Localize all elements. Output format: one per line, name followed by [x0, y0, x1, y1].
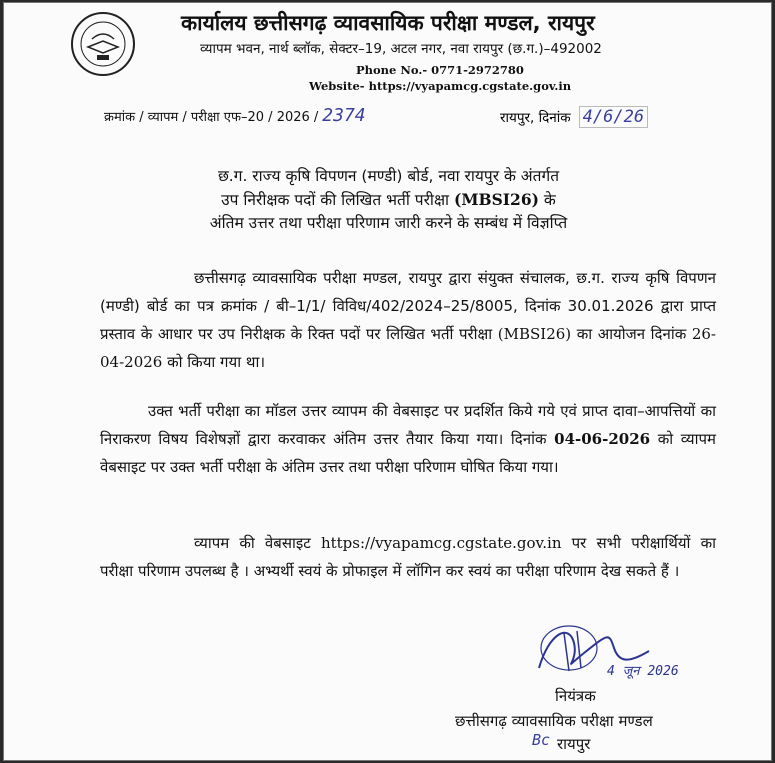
- signature-date: 4 जून 2026: [607, 664, 679, 679]
- signatory-designation: नियंत्रक: [555, 687, 596, 705]
- signature: [529, 613, 679, 685]
- paragraph-2: उक्त भर्ती परीक्षा का मॉडल उत्तर व्यापम की वेबसाइट पर प्रदर्शित किये गये एवं प्राप्त दावा–आपत्तियों का निराकरण विषय विशेषज्ञों द्वारा करवाकर अंतिम उत्तर तैयार किया गया। दिनांक 04-06-2026 को व्यापम वेबसाइट पर उक्त भर्ती परीक्षा के अंतिम उत्तर तथा परीक्षा परिणाम घोषित किया गया।: [100, 402, 716, 476]
- handwritten-initials: Bc: [532, 731, 551, 749]
- paragraph-1: छत्तीसगढ़ व्यावसायिक परीक्षा मण्डल, रायपुर द्वारा संयुक्त संचालक, छ.ग. राज्य कृषि विपणन (मण्डी) बोर्ड का पत्र क्रमांक / बी–1/1/ विविध/402/2024–25/8005, दिनांक 30.01.2026 द्वारा प्राप्त प्रस्ताव के आधार पर उप निरीक्षक के रिक्त पदों पर लिखित भर्ती परीक्षा (MBSI26) का आयोजन दिनांक 26-04-2026 को किया गया था।: [100, 269, 716, 371]
- place-date: [500, 107, 648, 127]
- subject-line-1: छ.ग. राज्य कृषि विपणन (मण्डी) बोर्ड, नवा रायपुर के अंतर्गत: [217, 167, 560, 185]
- paragraph-3: व्यापम की वेबसाइट https://vyapamcg.cgstate.gov.in पर सभी परीक्षार्थियों का परीक्षा परिणाम उपलब्ध है । अभ्यर्थी स्वयं के प्रोफाइल में लॉगिन कर स्वयं का परीक्षा परिणाम देख सकते हैं ।: [100, 534, 716, 580]
- office-website: Website- https://vyapamcg.cgstate.gov.in: [309, 79, 572, 93]
- signatory-city: रायपुर: [557, 735, 591, 753]
- subject-line-3: अंतिम उत्तर तथा परीक्षा परिणाम जारी करने के सम्बंध में विज्ञप्ति: [209, 214, 568, 232]
- exam-code: (MBSI26): [454, 190, 539, 209]
- handwritten-date: 4/6/26: [579, 106, 648, 128]
- office-address: व्यापम भवन, नार्थ ब्लॉक, सेक्टर–19, अटल नगर, नवा रायपुर (छ.ग.)–492002: [200, 41, 602, 57]
- reference-label: क्रमांक / व्यापम / परीक्षा एफ–20 / 2026 /: [104, 110, 319, 125]
- notice-document: [3, 2, 772, 761]
- office-title: कार्यालय छत्तीसगढ़ व्यावसायिक परीक्षा मण्डल, रायपुर: [181, 11, 595, 35]
- vyapam-logo: [70, 11, 136, 77]
- exam-date: 26-04-2026: [100, 325, 716, 371]
- reference-number: [104, 105, 366, 126]
- handwritten-reference-number: 2374: [322, 105, 366, 126]
- exam-code-inline: (MBSI26): [497, 325, 572, 343]
- signatory-organisation: छत्तीसगढ़ व्यावसायिक परीक्षा मण्डल: [455, 712, 653, 730]
- website-url[interactable]: https://vyapamcg.cgstate.gov.in: [320, 534, 562, 552]
- place-date-label: रायपुर, दिनांक: [500, 110, 571, 126]
- office-phone: Phone No.- 0771-2972780: [356, 63, 524, 77]
- subject-line-2: उप निरीक्षक पदों की लिखित भर्ती परीक्षा (MBSI26) के: [221, 190, 556, 209]
- result-date: 04-06-2026: [554, 430, 651, 448]
- subject-heading: [4, 165, 772, 235]
